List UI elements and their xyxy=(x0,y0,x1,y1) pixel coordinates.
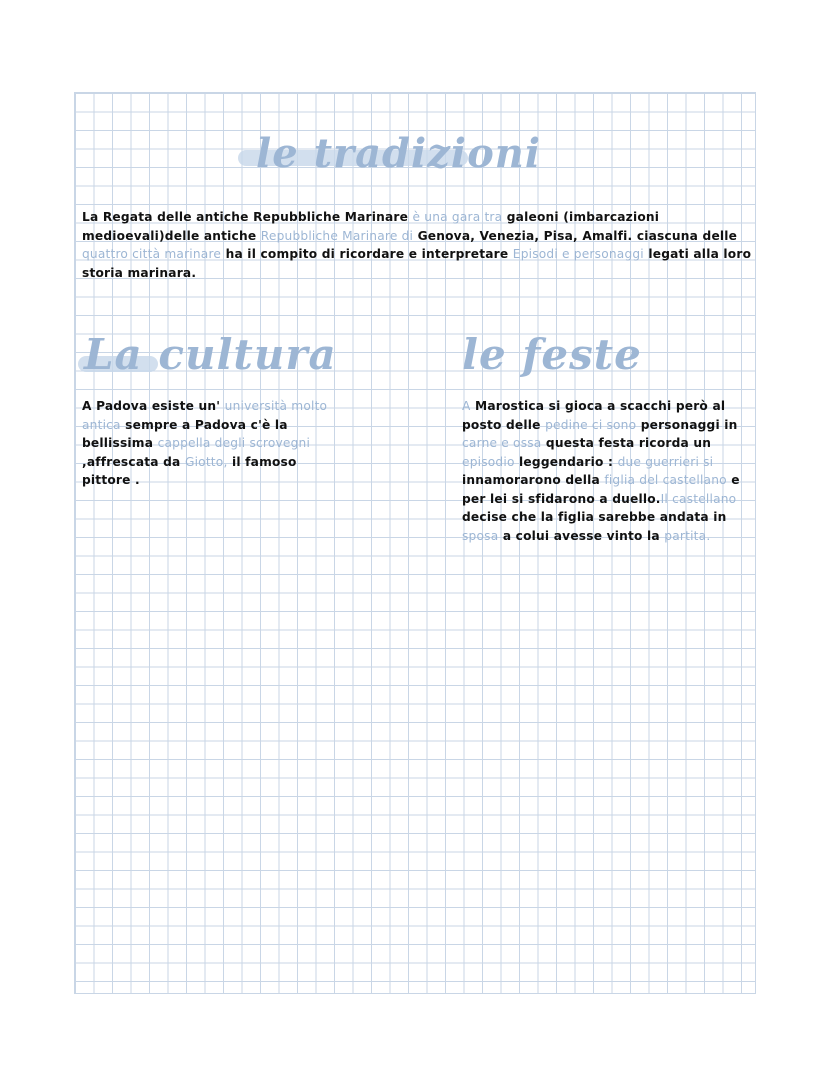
section-title-feste: le feste xyxy=(462,330,642,379)
intro-paragraph: La Regata delle antiche Repubbliche Marinare è una gara tra galeoni (imbarcazioni medioevali)delle antiche Repubbliche Marinare di Genova, Venezia, Pisa, Amalfi. ciascuna delle quattro città marinare ha il compito di ricordare e interpretare Episodi e personaggi legati alla loro storia marinara. xyxy=(82,210,752,280)
cultura-paragraph: A Padova esiste un' università molto antica sempre a Padova c'è la bellissima cappella degli scrovegni ,affrescata da Giotto, il famoso pittore . xyxy=(82,399,328,487)
section-title-cultura: La cultura xyxy=(84,330,337,379)
page-title: le tradizioni xyxy=(256,130,541,177)
feste-paragraph: A Marostica si gioca a scacchi però al posto delle pedine ci sono personaggi in carne e ossa questa festa ricorda un episodio leggendario : due guerrieri si innamorarono della figlia del castellano e per lei si sfidarono a duello.Il castellano decise che la figlia sarebbe andata in sposa a colui avesse vinto la partita. xyxy=(462,399,740,543)
